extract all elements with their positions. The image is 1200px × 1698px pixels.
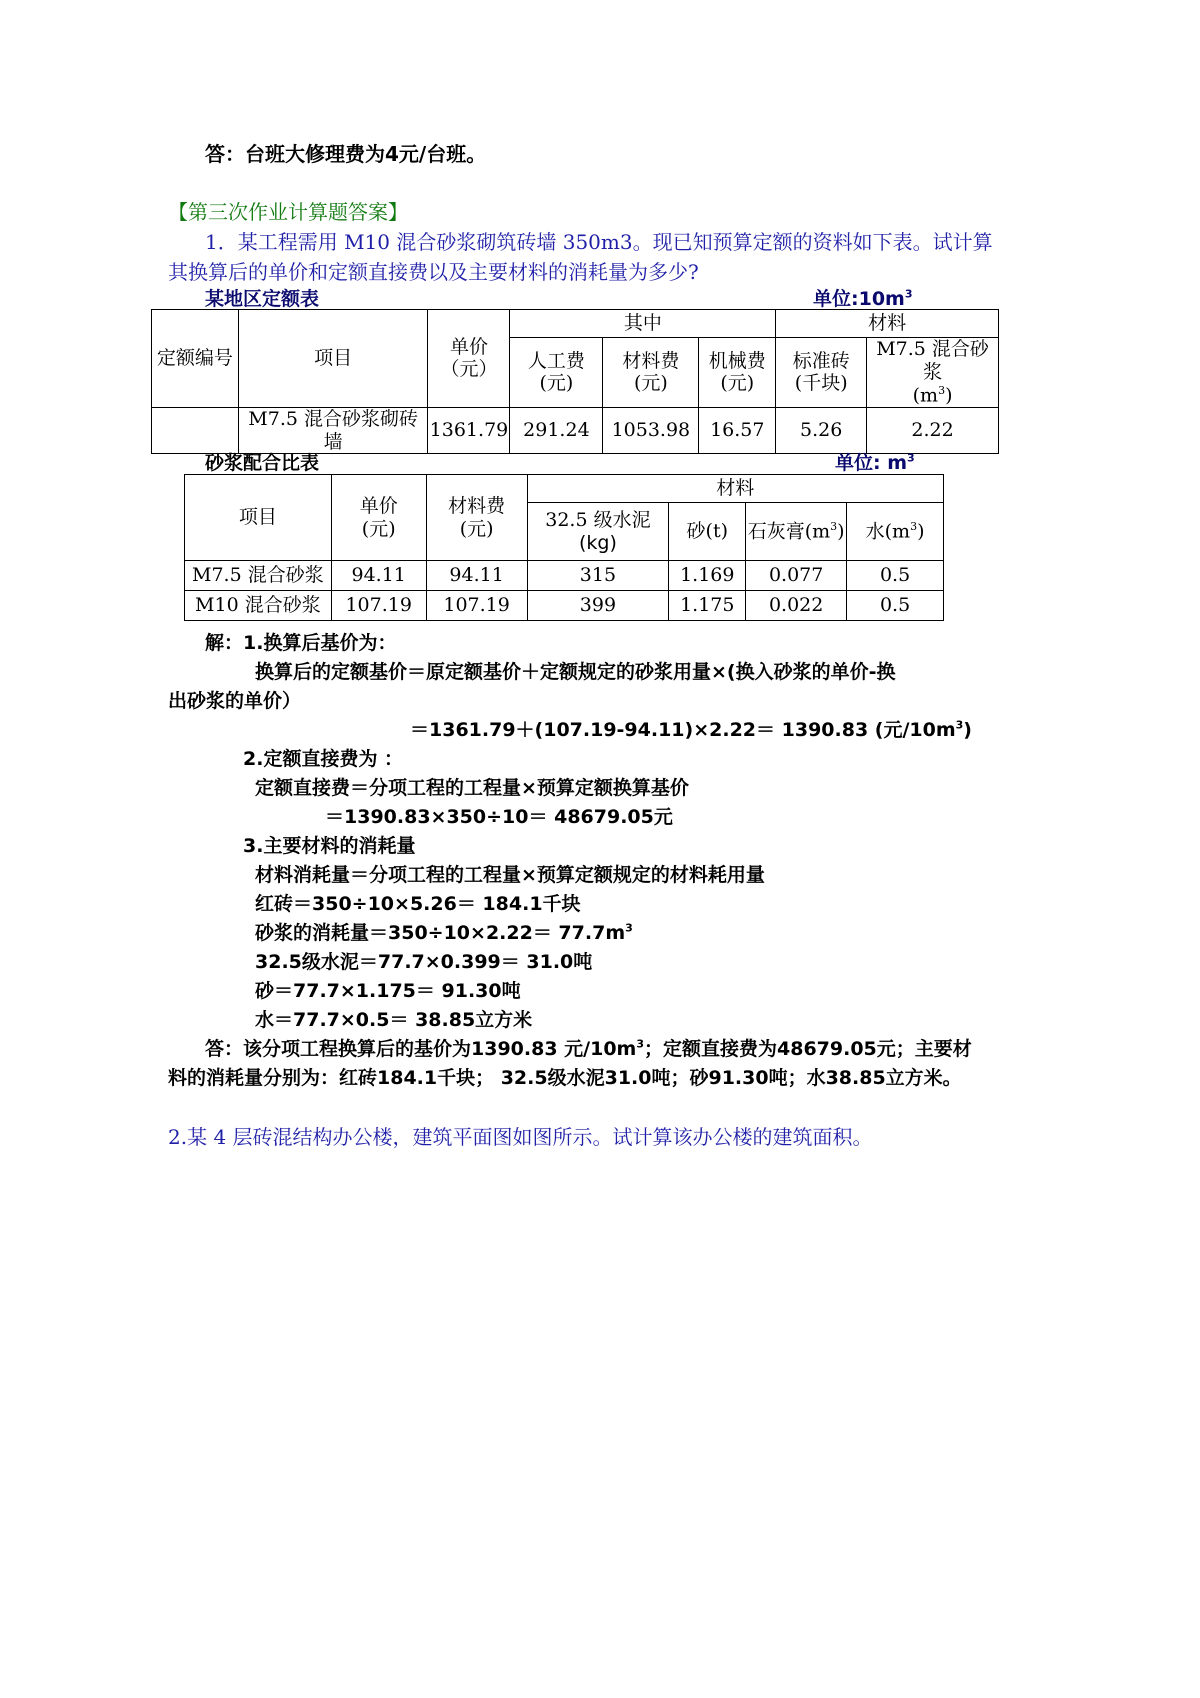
cell-brick: 5.26 — [776, 407, 867, 454]
header-water: 水$(m^3)$ — [847, 503, 944, 561]
header-lime: 石灰膏$(m^3)$ — [746, 503, 847, 561]
solution-line: ＝1390.83×350÷10＝ 48679.05元 — [325, 806, 673, 828]
solution-line: 出砂浆的单价） — [168, 690, 302, 712]
mortar-mix-table — [184, 474, 944, 621]
solution-line: 水＝77.7×0.5＝ 38.85立方米 — [255, 1009, 533, 1031]
cell-item: M7.5 混合砂浆砌砖墙 — [238, 407, 428, 454]
top-answer: 答：台班大修理费为4元/台班。 — [205, 142, 487, 166]
header-cailiao: 材料 — [776, 310, 999, 338]
solution-line: 红砖＝350÷10×5.26＝ 184.1千块 — [255, 893, 581, 915]
table2-title: 砂浆配合比表 — [205, 452, 320, 474]
header-labor: 人工费 (元) — [510, 338, 603, 408]
cell-mortar: 2.22 — [867, 407, 999, 454]
solution-line: 3.主要材料的消耗量 — [243, 835, 416, 857]
solution-line: 32.5级水泥＝77.7×0.399＝ 31.0吨 — [255, 951, 593, 973]
cell-price: 1361.79 — [428, 407, 510, 454]
section-title: 【第三次作业计算题答案】 — [168, 200, 408, 224]
q1-line2: 其换算后的单价和定额直接费以及主要材料的消耗量为多少? — [168, 260, 699, 284]
header-mortar: M7.5 混合砂浆 $(m^3)$ — [867, 338, 999, 408]
table-row — [152, 407, 999, 454]
table-row: M10 混合砂浆 107.19 107.19 399 1.175 0.022 0.5 — [185, 591, 944, 621]
header-price: 单价 （元） — [428, 310, 510, 408]
q1-line1: 1．某工程需用 M10 混合砂浆砌筑砖墙 350m3。现已知预算定额的资料如下表。试计算 — [205, 230, 993, 254]
quota-table — [151, 309, 999, 454]
header-brick: 标准砖 (千块) — [776, 338, 867, 408]
solution-line: 解：1.换算后基价为： — [205, 632, 397, 654]
header-item: 项目 — [185, 475, 332, 561]
cell-labor: 291.24 — [510, 407, 603, 454]
header-qizhong: 其中 — [510, 310, 776, 338]
solution-line: 砂＝77.7×1.175＝ 91.30吨 — [255, 980, 521, 1002]
q2-line: 2.某 4 层砖混结构办公楼，建筑平面图如图所示。试计算该办公楼的建筑面积。 — [168, 1125, 873, 1149]
header-price: 单价 (元) — [331, 475, 426, 561]
table2-unit: 单位: $m^3$ — [835, 451, 915, 474]
cell-material: 1053.98 — [603, 407, 699, 454]
header-code: 定额编号 — [152, 310, 239, 408]
solution-line: 材料消耗量＝分项工程的工程量×预算定额规定的材料耗用量 — [255, 864, 765, 886]
cell-code — [152, 407, 239, 454]
header-material: 材料费 (元) — [603, 338, 699, 408]
header-cement: 32.5 级水泥 (kg) — [527, 503, 669, 561]
solution-line: 2.定额直接费为 ： — [243, 748, 404, 770]
header-item: 项目 — [238, 310, 428, 408]
header-sand: 砂(t) — [669, 503, 746, 561]
solution-line: 砂浆的消耗量$=350\div 10\times 2.22= 77.7m^3$ — [255, 921, 633, 944]
solution-line: 定额直接费＝分项工程的工程量×预算定额换算基价 — [255, 777, 689, 799]
solution-line: ＝1361.79＋(107.19-94.11)×2.22＝ 1390.83 (元$/10m^3$) — [410, 718, 972, 741]
header-material-fee: 材料费 (元) — [426, 475, 527, 561]
table1-unit: 单位$:10m^3$ — [813, 287, 913, 310]
answer-line: 料的消耗量分别为：红砖184.1千块； 32.5级水泥31.0吨；砂91.30吨；水38.85立方米。 — [168, 1067, 962, 1089]
answer-line: 答：该分项工程换算后的基价为1390.83 元$/10m^3$；定额直接费为48679.05元；主要材 — [205, 1037, 972, 1060]
table-row: M7.5 混合砂浆 94.11 94.11 315 1.169 0.077 0.5 — [185, 561, 944, 591]
header-cailiao: 材料 — [527, 475, 943, 503]
cell-machine: 16.57 — [699, 407, 776, 454]
table1-title: 某地区定额表 — [205, 288, 320, 310]
solution-line: 换算后的定额基价＝原定额基价＋定额规定的砂浆用量×(换入砂浆的单价-换 — [255, 661, 896, 683]
header-machine: 机械费 (元) — [699, 338, 776, 408]
